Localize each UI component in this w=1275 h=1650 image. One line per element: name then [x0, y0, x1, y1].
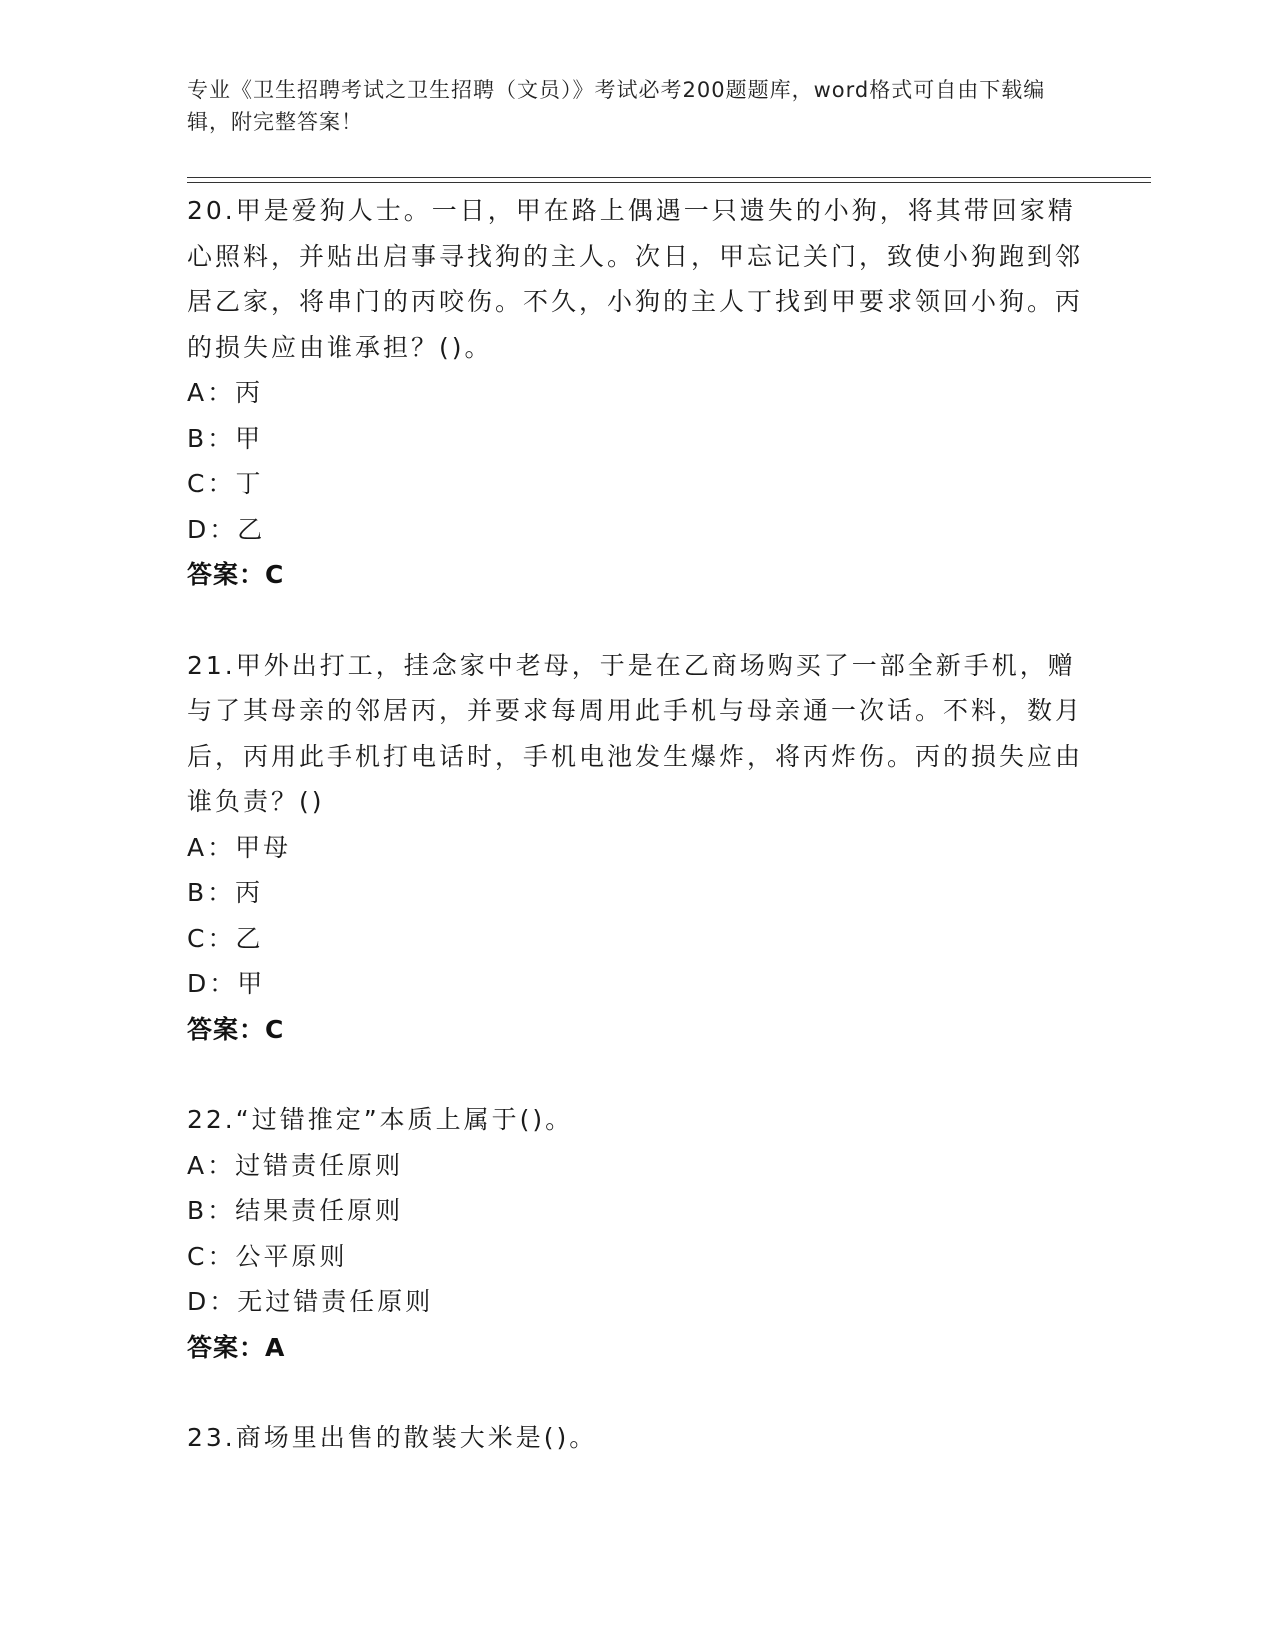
- header-rule-top: [187, 177, 1151, 178]
- option-c: C：乙: [187, 923, 264, 953]
- question-spacer: [187, 1052, 1087, 1097]
- question-stem: 21.甲外出打工，挂念家中老母，于是在乙商场购买了一部全新手机，赠与了其母亲的邻居丙，并要求每周用此手机与母亲通一次话。不料，数月后，丙用此手机打电话时，手机电池发生爆炸，将丙炸伤。丙的损失应由谁负责？(): [187, 650, 1084, 816]
- option-d: D：无过错责任原则: [187, 1287, 434, 1316]
- question-21: [187, 643, 1087, 1053]
- answer-line: 答案：C: [187, 560, 285, 589]
- option-a: A：丙: [187, 378, 264, 407]
- question-stem: 22.“过错推定”本质上属于()。: [187, 1105, 574, 1134]
- question-22: [187, 1097, 1087, 1370]
- question-spacer: [187, 1370, 1087, 1415]
- question-stem: 23.商场里出售的散装大米是()。: [187, 1423, 598, 1452]
- question-spacer: [187, 598, 1087, 643]
- document-header: 专业《卫生招聘考试之卫生招聘（文员）》考试必考200题题库，word格式可自由下载编辑，附完整答案！: [187, 78, 1046, 134]
- question-list: [187, 188, 1087, 1461]
- option-c: C：丁: [187, 469, 264, 498]
- question-23: [187, 1415, 1087, 1461]
- option-c: C：公平原则: [187, 1241, 348, 1271]
- option-b: B：结果责任原则: [187, 1196, 404, 1225]
- question-20: [187, 188, 1087, 598]
- answer-line: 答案：C: [187, 1014, 285, 1044]
- option-b: B：甲: [187, 423, 264, 453]
- option-a: A：甲母: [187, 832, 292, 862]
- header-rule-bottom: [187, 182, 1151, 183]
- option-d: D：甲: [187, 969, 266, 998]
- option-b: B：丙: [187, 878, 264, 907]
- option-d: D：乙: [187, 514, 266, 544]
- question-stem: 20.甲是爱狗人士。一日，甲在路上偶遇一只遗失的小狗，将其带回家精心照料，并贴出启事寻找狗的主人。次日，甲忘记关门，致使小狗跑到邻居乙家，将串门的丙咬伤。不久，小狗的主人丁找到甲要求领回小狗。丙的损失应由谁承担？()。: [187, 196, 1084, 362]
- option-a: A：过错责任原则: [187, 1150, 404, 1180]
- answer-line: 答案：A: [187, 1332, 286, 1362]
